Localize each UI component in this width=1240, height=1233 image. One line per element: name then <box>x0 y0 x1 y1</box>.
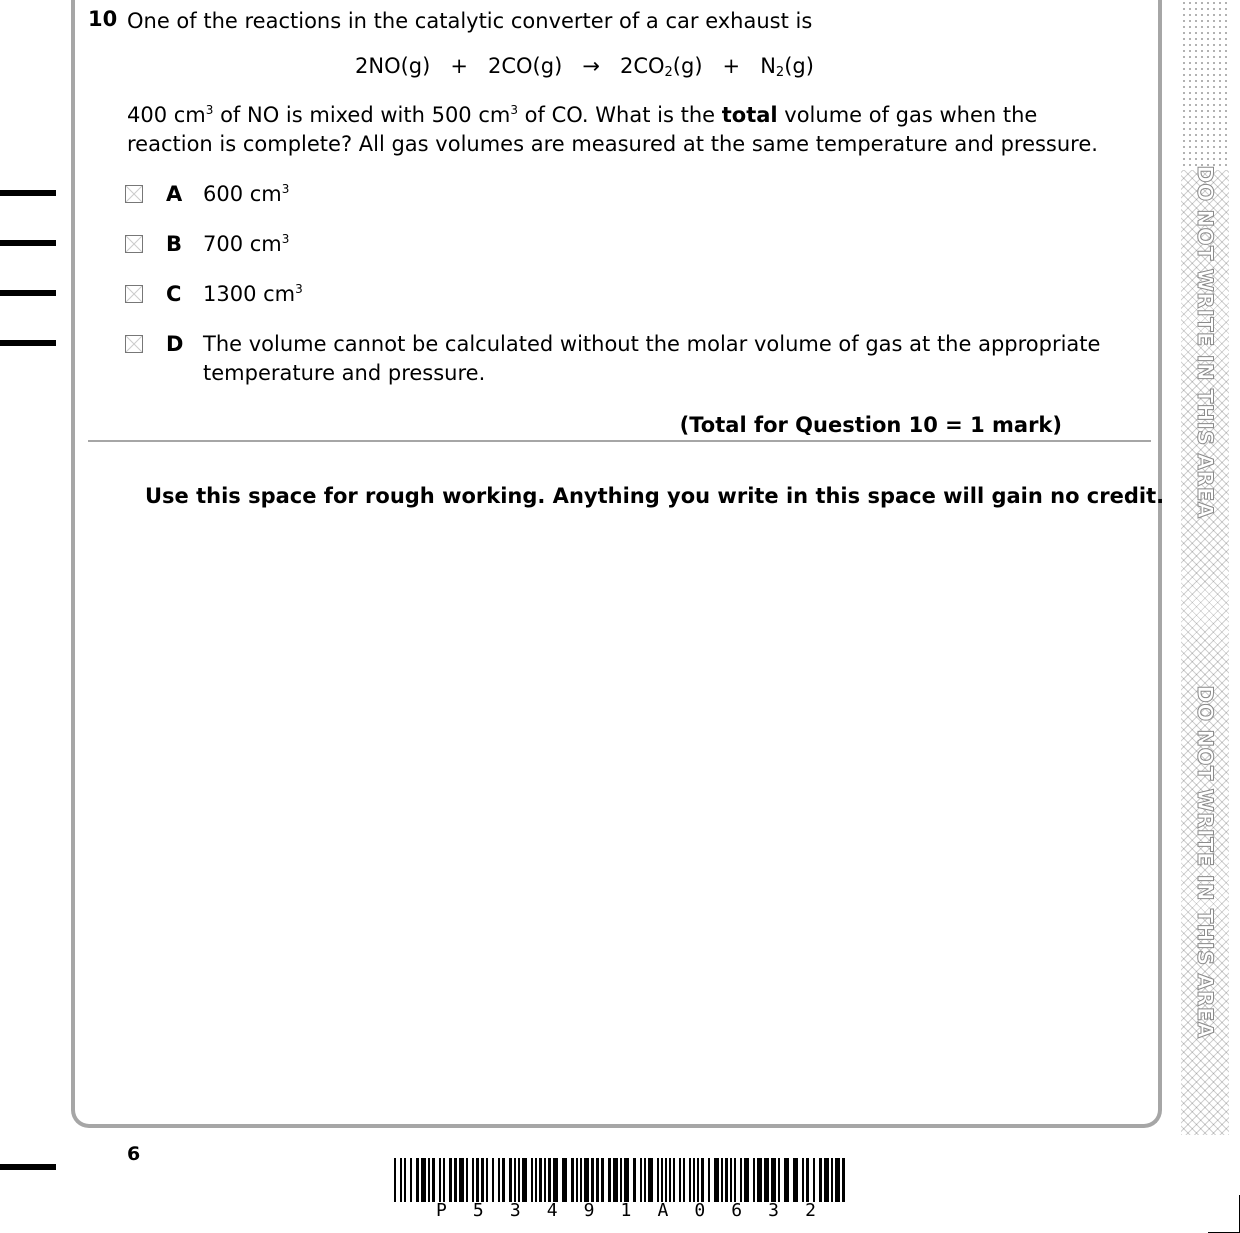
question-number: 10 <box>88 7 118 31</box>
barcode-bar <box>633 1158 636 1202</box>
barcode-bar <box>813 1158 815 1202</box>
barcode-bar <box>522 1158 527 1202</box>
barcode-bar <box>596 1158 599 1202</box>
barcode-bar <box>454 1158 457 1202</box>
barcode-bar <box>679 1158 681 1202</box>
barcode-bar <box>824 1158 829 1202</box>
question-paragraph: 400 $cm^3$ of NO is mixed with 500 $cm^3$ of CO. What is the total volume of gas when the reaction is complete? All gas volumes are measured at the same temperature and pressure. <box>127 103 1098 156</box>
barcode-bar <box>576 1158 578 1202</box>
barcode-bar <box>498 1158 500 1202</box>
option-letter: B <box>166 232 183 256</box>
barcode-bar <box>842 1158 845 1202</box>
barcode-bar <box>665 1158 667 1202</box>
barcode-bar <box>784 1158 789 1202</box>
barcode-bar <box>613 1158 618 1202</box>
barcode-bar <box>492 1158 494 1202</box>
barcode-bar <box>624 1158 629 1202</box>
barcode-bar <box>648 1158 653 1202</box>
checkbox-icon[interactable] <box>125 335 143 353</box>
barcode-bar <box>689 1158 691 1202</box>
barcode-bar <box>553 1158 558 1202</box>
barcode-bar <box>608 1158 611 1202</box>
barcode-bar <box>421 1158 426 1202</box>
margin-warning-top: DO NOT WRITE IN THIS AREA <box>1193 165 1217 519</box>
timing-mark <box>0 240 56 246</box>
barcode-bar <box>509 1158 512 1202</box>
equation-plus: + <box>722 54 741 78</box>
barcode-bar <box>764 1158 769 1202</box>
barcode-bar <box>730 1158 732 1202</box>
emphasis-total: total <box>721 103 778 127</box>
timing-mark <box>0 1164 56 1170</box>
barcode-bar <box>744 1158 749 1202</box>
barcode-bar <box>657 1158 659 1202</box>
equation-product-2: $N_2(g)$ <box>760 54 814 80</box>
barcode-bar <box>502 1158 505 1202</box>
timing-mark <box>0 190 56 196</box>
barcode-bar <box>725 1158 728 1202</box>
corner-registration-mark <box>1208 1195 1240 1233</box>
option-letter: C <box>166 282 182 306</box>
barcode-bar <box>620 1158 622 1202</box>
option-text: 700 $cm^3$ <box>203 232 290 256</box>
margin-warning-bottom: DO NOT WRITE IN THIS AREA <box>1193 685 1217 1039</box>
barcode-bar <box>831 1158 833 1202</box>
barcode-digit: 0 <box>694 1200 706 1221</box>
checkbox-icon[interactable] <box>125 285 143 303</box>
barcode-digit: 9 <box>583 1200 595 1221</box>
chemical-equation <box>355 54 814 78</box>
equation-plus: + <box>450 54 468 78</box>
barcode-bar <box>693 1158 695 1202</box>
barcode-bar <box>539 1158 542 1202</box>
equation-reactant-1: 2NO(g) <box>355 54 431 78</box>
barcode-bar <box>683 1158 685 1202</box>
barcode-digit: 4 <box>546 1200 558 1221</box>
barcode-bar <box>835 1158 840 1202</box>
barcode-bar <box>518 1158 520 1202</box>
barcode-bar <box>753 1158 755 1202</box>
equation-reactant-2: 2CO(g) <box>488 54 563 78</box>
barcode-bar <box>580 1158 582 1202</box>
barcode-bar <box>673 1158 675 1202</box>
barcode-bar <box>404 1158 406 1202</box>
option-text: The volume cannot be calculated without the molar volume of gas at the appropriate temperature and pressure. <box>203 332 1101 385</box>
barcode-bar <box>472 1158 474 1202</box>
option-letter: A <box>166 182 183 206</box>
timing-mark <box>0 290 56 296</box>
barcode-digit: 2 <box>805 1200 816 1221</box>
timing-mark <box>0 340 56 346</box>
option-letter: D <box>166 332 184 356</box>
barcode-bar <box>757 1158 762 1202</box>
barcode-bar <box>802 1158 804 1202</box>
margin-dotted-strip <box>1181 0 1229 170</box>
barcode-bar <box>584 1158 589 1202</box>
barcode-bar <box>740 1158 742 1202</box>
equation-arrow: → <box>582 54 600 78</box>
barcode-digit: 3 <box>768 1200 779 1221</box>
barcode-bar <box>481 1158 484 1202</box>
barcode-bar <box>697 1158 699 1202</box>
barcode-bar <box>819 1158 822 1202</box>
barcode-bar <box>544 1158 546 1202</box>
barcode-bar <box>640 1158 642 1202</box>
barcode-bar <box>432 1158 435 1202</box>
barcode-bar <box>416 1158 419 1202</box>
barcode-digit: 1 <box>620 1200 632 1221</box>
barcode-bar <box>591 1158 594 1202</box>
barcode-bar <box>661 1158 663 1202</box>
barcode-bar <box>449 1158 452 1202</box>
barcode-bar <box>439 1158 441 1202</box>
divider <box>88 440 1151 442</box>
checkbox-icon[interactable] <box>125 185 143 203</box>
barcode-digit: 6 <box>731 1200 743 1221</box>
barcode-bar <box>394 1158 396 1202</box>
barcode-digit: 5 <box>472 1200 484 1221</box>
barcode-digits <box>436 1200 816 1221</box>
option-text: 1300 $cm^3$ <box>203 282 303 306</box>
barcode-bar <box>571 1158 574 1202</box>
barcode <box>394 1158 846 1202</box>
barcode-bar <box>644 1158 646 1202</box>
barcode-bar <box>548 1158 551 1202</box>
question-stem: One of the reactions in the catalytic converter of a car exhaust is <box>127 9 813 33</box>
rough-working-notice: Use this space for rough working. Anything you write in this space will gain no credit. <box>145 484 1165 508</box>
barcode-bar <box>669 1158 671 1202</box>
barcode-bar <box>514 1158 516 1202</box>
barcode-bar <box>535 1158 537 1202</box>
barcode-bar <box>721 1158 723 1202</box>
equation-product-1: $2CO_2(g)$ <box>619 54 703 80</box>
barcode-digit: 3 <box>509 1200 521 1221</box>
barcode-bar <box>708 1158 710 1202</box>
barcode-bar <box>601 1158 604 1202</box>
barcode-bar <box>734 1158 736 1202</box>
barcode-bar <box>806 1158 809 1202</box>
barcode-bar <box>793 1158 798 1202</box>
barcode-bar <box>476 1158 479 1202</box>
barcode-bar <box>771 1158 776 1202</box>
barcode-bar <box>428 1158 430 1202</box>
barcode-bar <box>701 1158 704 1202</box>
barcode-bar <box>778 1158 780 1202</box>
barcode-bar <box>486 1158 488 1202</box>
barcode-bar <box>410 1158 412 1202</box>
checkbox-icon[interactable] <box>125 235 143 253</box>
barcode-bar <box>400 1158 402 1202</box>
option-text: 600 $cm^3$ <box>203 182 290 206</box>
barcode-bar <box>531 1158 533 1202</box>
barcode-bar <box>562 1158 567 1202</box>
barcode-digit: A <box>657 1200 669 1221</box>
question-total-marks: (Total for Question 10 = 1 mark) <box>679 413 1062 437</box>
barcode-digit: P <box>436 1200 447 1221</box>
page-number: 6 <box>127 1143 141 1165</box>
barcode-bar <box>443 1158 445 1202</box>
barcode-bar <box>714 1158 719 1202</box>
barcode-bar <box>466 1158 468 1202</box>
question-frame <box>71 0 1165 1128</box>
barcode-bar <box>459 1158 464 1202</box>
